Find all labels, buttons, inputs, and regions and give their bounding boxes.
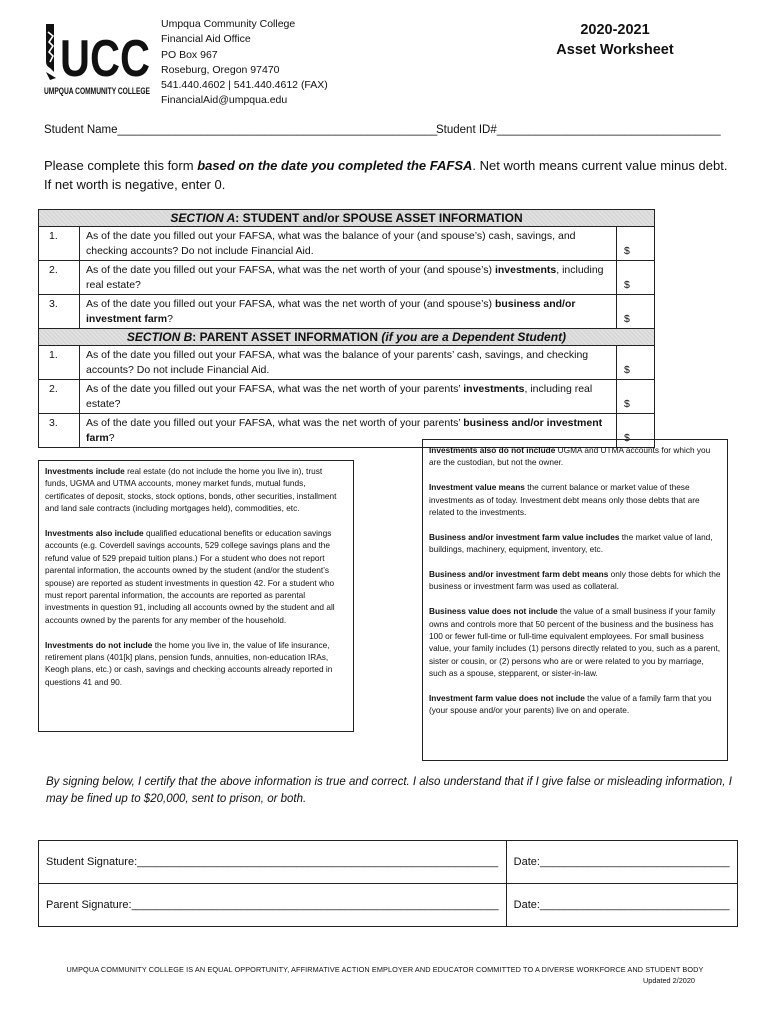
definition-paragraph: Investments also include qualified educational benefits or education savings accounts (e.g. Coverdell savings accounts, 529 college savings plans and the refund value of 529 prepaid tuition plans.) For a student who does not report parental information, the accounts owned by the student (and/or the student’s spouse) are reported as student investments in question 42. For a student who must report parental information, the accounts are reported as parental investments in question 91, including all accounts owned by the student and all accounts owned by the parents for any member of the household. — [45, 528, 335, 625]
definition-paragraph: Investments include real estate (do not include the home you live in), trust funds, UGMA and UTMA accounts, money market funds, mutual funds, certificates of deposit, stocks, stock options, bonds, other securities, installment and land sale contracts (including mortgages held), commodities, etc. — [45, 466, 337, 514]
contact-line: PO Box 967 — [161, 48, 218, 61]
certification-statement: By signing below, I certify that the above information is true and correct. I also understand that if I give false or misleading information, I may be fined up to $20,000, sent to prison, or both. — [46, 776, 732, 805]
logo-mark-icon — [46, 24, 56, 80]
section-a-header — [39, 210, 655, 227]
amount-field[interactable]: $ — [617, 414, 655, 448]
contact-line: 541.440.4602 | 541.440.4612 (FAX) — [161, 79, 328, 92]
definition-paragraph: Investments do not include the home you live in, the value of life insurance, retirement plans (401[k] plans, pension funds, annuities, non-education IRAs, Keogh plans, etc.) or cash, savings and checking accounts already reported in questions 41 and 90. — [45, 639, 333, 687]
signature-table — [38, 840, 738, 927]
amount-field[interactable]: $ — [617, 295, 655, 329]
contact-line: Umpqua Community College — [161, 18, 296, 30]
instructions-text: Please complete this form — [44, 158, 198, 173]
page-title: Asset Worksheet — [556, 42, 674, 58]
asset-table — [38, 209, 655, 448]
amount-field[interactable]: $ — [617, 346, 655, 380]
definition-paragraph: Business and/or investment farm value includes the market value of land, buildings, machinery, equipment, inventory, etc. — [429, 531, 713, 555]
student-date-field[interactable]: Date:_______________________________ — [506, 841, 737, 884]
student-signature-row — [39, 841, 738, 884]
section-b-row — [39, 346, 655, 380]
row-number: 1. — [39, 346, 80, 380]
title-block — [540, 20, 690, 60]
parent-signature-field[interactable]: Parent Signature:____________________________________________________________ — [39, 884, 507, 927]
row-number: 3. — [39, 414, 80, 448]
instructions — [44, 156, 734, 194]
contact-line: Financial Aid Office — [161, 33, 251, 46]
section-b-note: (if you are a Dependent Student) — [381, 330, 567, 344]
student-id-field[interactable]: Student ID#___________________________________ — [436, 124, 721, 136]
row-number: 2. — [39, 261, 80, 295]
instructions-text: . Net worth means current value minus debt. If net worth is negative, enter 0. — [44, 158, 728, 192]
student-name-field[interactable]: Student Name__________________________________________________ — [44, 124, 438, 136]
section-b-row — [39, 380, 655, 414]
business-definition-box — [422, 439, 728, 761]
parent-date-field[interactable]: Date:_______________________________ — [506, 884, 737, 927]
contact-line: Roseburg, Oregon 97470 — [161, 63, 280, 76]
section-a-row — [39, 295, 655, 329]
equal-opportunity-footer: UMPQUA COMMUNITY COLLEGE IS AN EQUAL OPPORTUNITY, AFFIRMATIVE ACTION EMPLOYER AND EDUCATOR COMMITTED TO A DIVERSE WORKFORCE AND STUDENT BODY — [66, 965, 704, 974]
amount-field[interactable]: $ — [617, 261, 655, 295]
row-number: 2. — [39, 380, 80, 414]
section-a-row — [39, 227, 655, 261]
question-text: As of the date you filled out your FAFSA, what was the net worth of your parents’ investments, including real estate? — [80, 380, 617, 414]
question-text: As of the date you filled out your FAFSA, what was the balance of your (and spouse’s) cash, savings, and checking accounts? Do not include Financial Aid. — [80, 227, 617, 261]
contact-email[interactable]: FinancialAid@umpqua.edu — [161, 94, 288, 107]
definition-paragraph: Business value does not include the value of a small business if your family owns and controls more that 50 percent of the business and the business has 100 or fewer full-time or full-time equivalent employees. For small business value, your family includes (1) persons directly related to you, such as a parent, sister or cousin, or (2) persons who are or were related to you by marriage, such as a spouse, stepparent, or sister-in-law. — [429, 606, 720, 679]
definition-paragraph: Business and/or investment farm debt means only those debts for which the business or investment farm was used as collateral. — [429, 569, 721, 592]
section-a-row — [39, 261, 655, 295]
row-number: 3. — [39, 295, 80, 329]
section-a-label: SECTION A — [170, 211, 236, 225]
definition-paragraph: Investment farm value does not include the value of a family farm that you (your spouse and/or your parents) live on and operate. — [429, 693, 712, 716]
definition-paragraph: Investment value means the current balance or market value of these investments as of today. Investment debt means only those debts that are related to the investments. — [429, 482, 700, 518]
question-text: As of the date you filled out your FAFSA, what was the net worth of your (and spouse’s) investments, including real estate? — [80, 261, 617, 295]
row-number: 1. — [39, 227, 80, 261]
instructions-emphasis: based on the date you completed the FAFSA — [197, 158, 473, 173]
section-a-title: : STUDENT and/or SPOUSE ASSET INFORMATION — [235, 211, 523, 225]
question-text: As of the date you filled out your FAFSA, what was the balance of your parents’ cash, savings, and checking accounts? Do not include Financial Aid. — [80, 346, 617, 380]
logo-text: UCC — [60, 30, 150, 88]
contact-info — [161, 17, 328, 109]
ucc-logo — [44, 18, 152, 100]
parent-signature-row — [39, 884, 738, 927]
section-b-title: : PARENT ASSET INFORMATION — [192, 330, 382, 344]
ucc-logo-graphic — [44, 18, 152, 100]
student-signature-field[interactable]: Student Signature:___________________________________________________________ — [39, 841, 507, 884]
section-b-header — [39, 329, 655, 346]
amount-field[interactable]: $ — [617, 380, 655, 414]
updated-date: Updated 2/2020 — [643, 976, 695, 985]
investments-definition-box — [38, 460, 354, 732]
amount-field[interactable]: $ — [617, 227, 655, 261]
award-year: 2020-2021 — [580, 22, 650, 38]
logo-subtext: UMPQUA COMMUNITY COLLEGE — [44, 86, 150, 96]
question-text: As of the date you filled out your FAFSA, what was the net worth of your parents’ business and/or investment farm? — [80, 414, 617, 448]
section-b-label: SECTION B — [126, 330, 193, 344]
question-text: As of the date you filled out your FAFSA, what was the net worth of your (and spouse’s) business and/or investment farm? — [80, 295, 617, 329]
definition-paragraph: Investments also do not include UGMA and UTMA accounts for which you are the custodian, but not the owner. — [429, 445, 711, 468]
